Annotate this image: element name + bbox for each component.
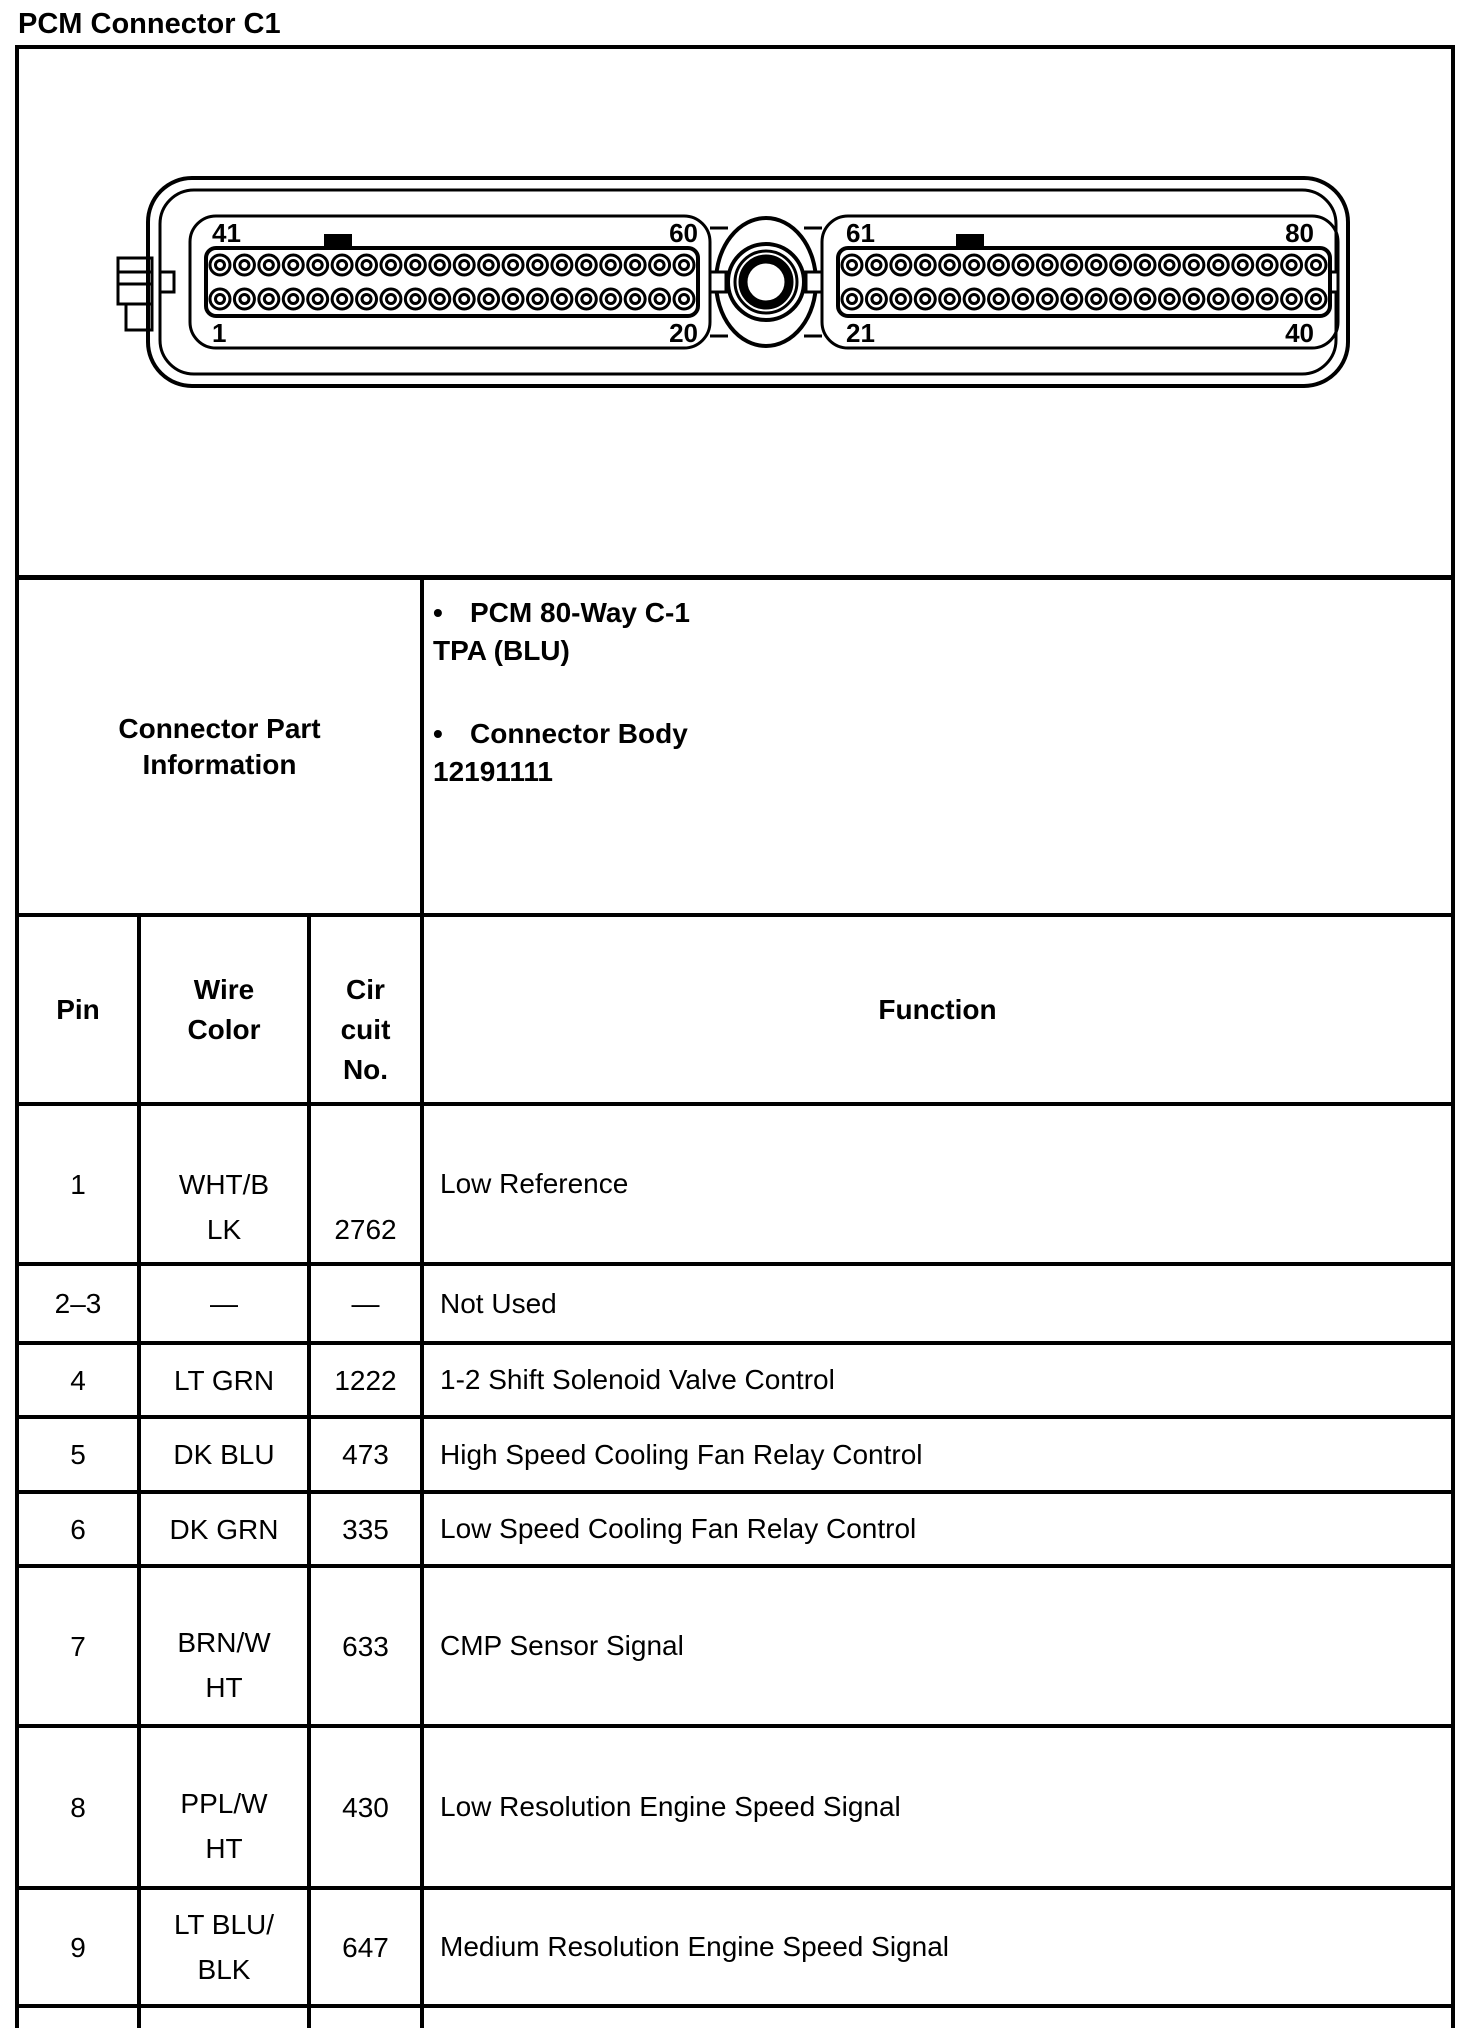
wire-color-line: WHT/B [178,1169,270,1200]
table-row [19,1728,1451,1890]
wire-color-value [174,1902,274,1992]
polarization-tab-left [324,234,352,250]
circuit-no-value: — [351,1288,380,1319]
wire-color-line: PPL/W [180,1788,268,1819]
connector-info-table [15,45,1455,2028]
wire-color-line: LT GRN [173,1364,275,1396]
pin-value: 8 [70,1791,86,1823]
circuit-no-value: 473 [342,1439,389,1470]
function-cell [424,1494,1451,1564]
header-wire-color [141,917,311,1102]
circuit-no-value: 1222 [334,1364,397,1396]
pin-value: 6 [70,1513,86,1545]
table-row [19,1890,1451,2008]
pin-label-41: 41 [212,218,241,248]
wire-color-line: BLK [197,1954,251,1985]
wire-color-value [174,1358,274,1403]
pin-cell [19,1345,141,1415]
header-circuit-no [311,917,424,1102]
header-pin-label: Pin [56,993,100,1025]
header-wire-line2: Color [187,1013,261,1045]
wire-color-value [177,1620,270,1710]
part-info-bullet-1-wrap: TPA (BLU) [433,635,570,666]
pin-label-80: 80 [1285,218,1314,248]
circuit-no-cell [311,2008,424,2028]
pin-cell [19,1568,141,1724]
pin-value: 4 [70,1364,86,1396]
pin-label-20: 20 [669,318,698,348]
function-value: CMP Sensor Signal [440,1630,684,1661]
wire-color-line: HT [205,1672,243,1703]
pin-label-60: 60 [669,218,698,248]
pin-label-61: 61 [846,218,875,248]
page-title: PCM Connector C1 [18,8,281,40]
table-header-row [19,917,1451,1106]
wire-color-line: BRN/W [177,1627,271,1658]
mounting-boss [716,218,816,346]
circuit-no-cell [311,1728,424,1886]
function-value: High Speed Cooling Fan Relay Control [440,1438,923,1470]
bullet-icon: • [433,718,443,749]
wire-color-line: DK BLU [173,1439,275,1470]
function-cell [424,1890,1451,2004]
circuit-no-cell [311,1494,424,1564]
table-row [19,1106,1451,1266]
pin-value: 2–3 [54,1288,102,1319]
part-info-value-cell [424,580,1451,913]
pin-value: 5 [70,1439,86,1470]
function-value: Low Resolution Engine Speed Signal [440,1791,901,1822]
function-cell [424,1568,1451,1724]
circuit-no-value: 430 [342,1791,389,1823]
wire-color-cell [141,1728,311,1886]
header-circuit-line3: No. [342,1053,389,1085]
table-row [19,1419,1451,1494]
wire-color-cell [141,1266,311,1341]
circuit-no-value: 633 [342,1630,389,1662]
wire-color-line: — [210,1288,238,1319]
wire-color-value [180,1781,267,1871]
wire-color-cell [141,1106,311,1262]
bullet-icon: • [433,597,443,628]
pin-label-40: 40 [1285,318,1314,348]
pin-value: 1 [70,1168,86,1200]
pin-value: 7 [70,1630,86,1662]
part-info-bullet-2-text: Connector Body [470,718,688,749]
partial-row [19,2008,1451,2028]
table-row [19,1345,1451,1419]
circuit-no-cell [311,1266,424,1341]
part-info-bullet-2-wrap: 12191111 [433,756,553,787]
pin-cell [19,1728,141,1886]
circuit-no-cell [311,1419,424,1490]
polarization-tab-right [956,234,984,250]
circuit-no-value: 335 [342,1513,389,1545]
function-cell [424,1345,1451,1415]
part-info-bullet-1 [433,594,1451,632]
function-value: 1-2 Shift Solenoid Valve Control [440,1364,835,1395]
table-body [19,1106,1451,2008]
table-row [19,1568,1451,1728]
circuit-no-cell [311,1568,424,1724]
function-cell [424,1106,1451,1262]
header-circuit-lines [341,970,391,1090]
connector-diagram [112,172,1354,400]
circuit-no-value: 2762 [334,1213,397,1245]
table-row [19,1266,1451,1345]
header-circuit-line2: cuit [340,1013,391,1045]
header-function-label: Function [878,993,997,1025]
pin-block-left [206,248,698,316]
part-info-label-line2: Information [142,748,297,780]
wire-color-line: HT [205,1833,243,1864]
wire-color-line: LK [206,1214,242,1245]
wire-color-cell [141,1890,311,2004]
wire-color-line: LT BLU/ [173,1909,275,1940]
pin-cell [19,1106,141,1262]
function-value: Not Used [440,1287,557,1319]
part-info-label-cell [19,580,424,913]
wire-color-cell [141,1419,311,1490]
wire-color-cell [141,2008,311,2028]
pin-cell [19,1494,141,1564]
wire-color-cell [141,1345,311,1415]
connector-figure-panel [19,49,1451,580]
header-pin [19,917,141,1102]
pin-label-1: 1 [212,318,227,348]
part-info-bullet-1-text: PCM 80-Way C-1 [470,597,690,628]
function-value: Low Speed Cooling Fan Relay Control [440,1513,917,1544]
function-cell [424,1266,1451,1341]
pin-cell [19,1419,141,1490]
header-wire-line1: Wire [193,973,255,1005]
table-row [19,1494,1451,1568]
pin-cell [19,2008,141,2028]
header-circuit-line1: Cir [346,973,385,1005]
header-function [424,917,1451,1102]
wire-color-cell [141,1494,311,1564]
wire-color-cell [141,1568,311,1724]
function-cell [424,1728,1451,1886]
circuit-no-cell [311,1345,424,1415]
pin-label-21: 21 [846,318,875,348]
function-cell [424,1419,1451,1490]
pin-cell [19,1266,141,1341]
function-value: Low Reference [440,1168,629,1199]
part-info-label-line1: Connector Part [118,712,321,744]
part-info-row [19,580,1451,917]
circuit-no-value: 647 [342,1931,389,1963]
pin-cell [19,1890,141,2004]
wire-color-value [179,1162,269,1252]
circuit-no-cell [311,1890,424,2004]
part-info-bullet-2 [433,715,1451,753]
wire-color-value [173,1432,274,1477]
pin-block-right [838,248,1330,316]
wire-color-value [210,1281,238,1326]
spacer [433,670,1451,715]
wire-color-line: DK GRN [169,1513,279,1545]
function-cell [424,2008,1451,2028]
function-value: Medium Resolution Engine Speed Signal [440,1931,949,1962]
pin-value: 9 [70,1931,86,1963]
circuit-no-cell [311,1106,424,1262]
wire-color-value [170,1507,279,1552]
